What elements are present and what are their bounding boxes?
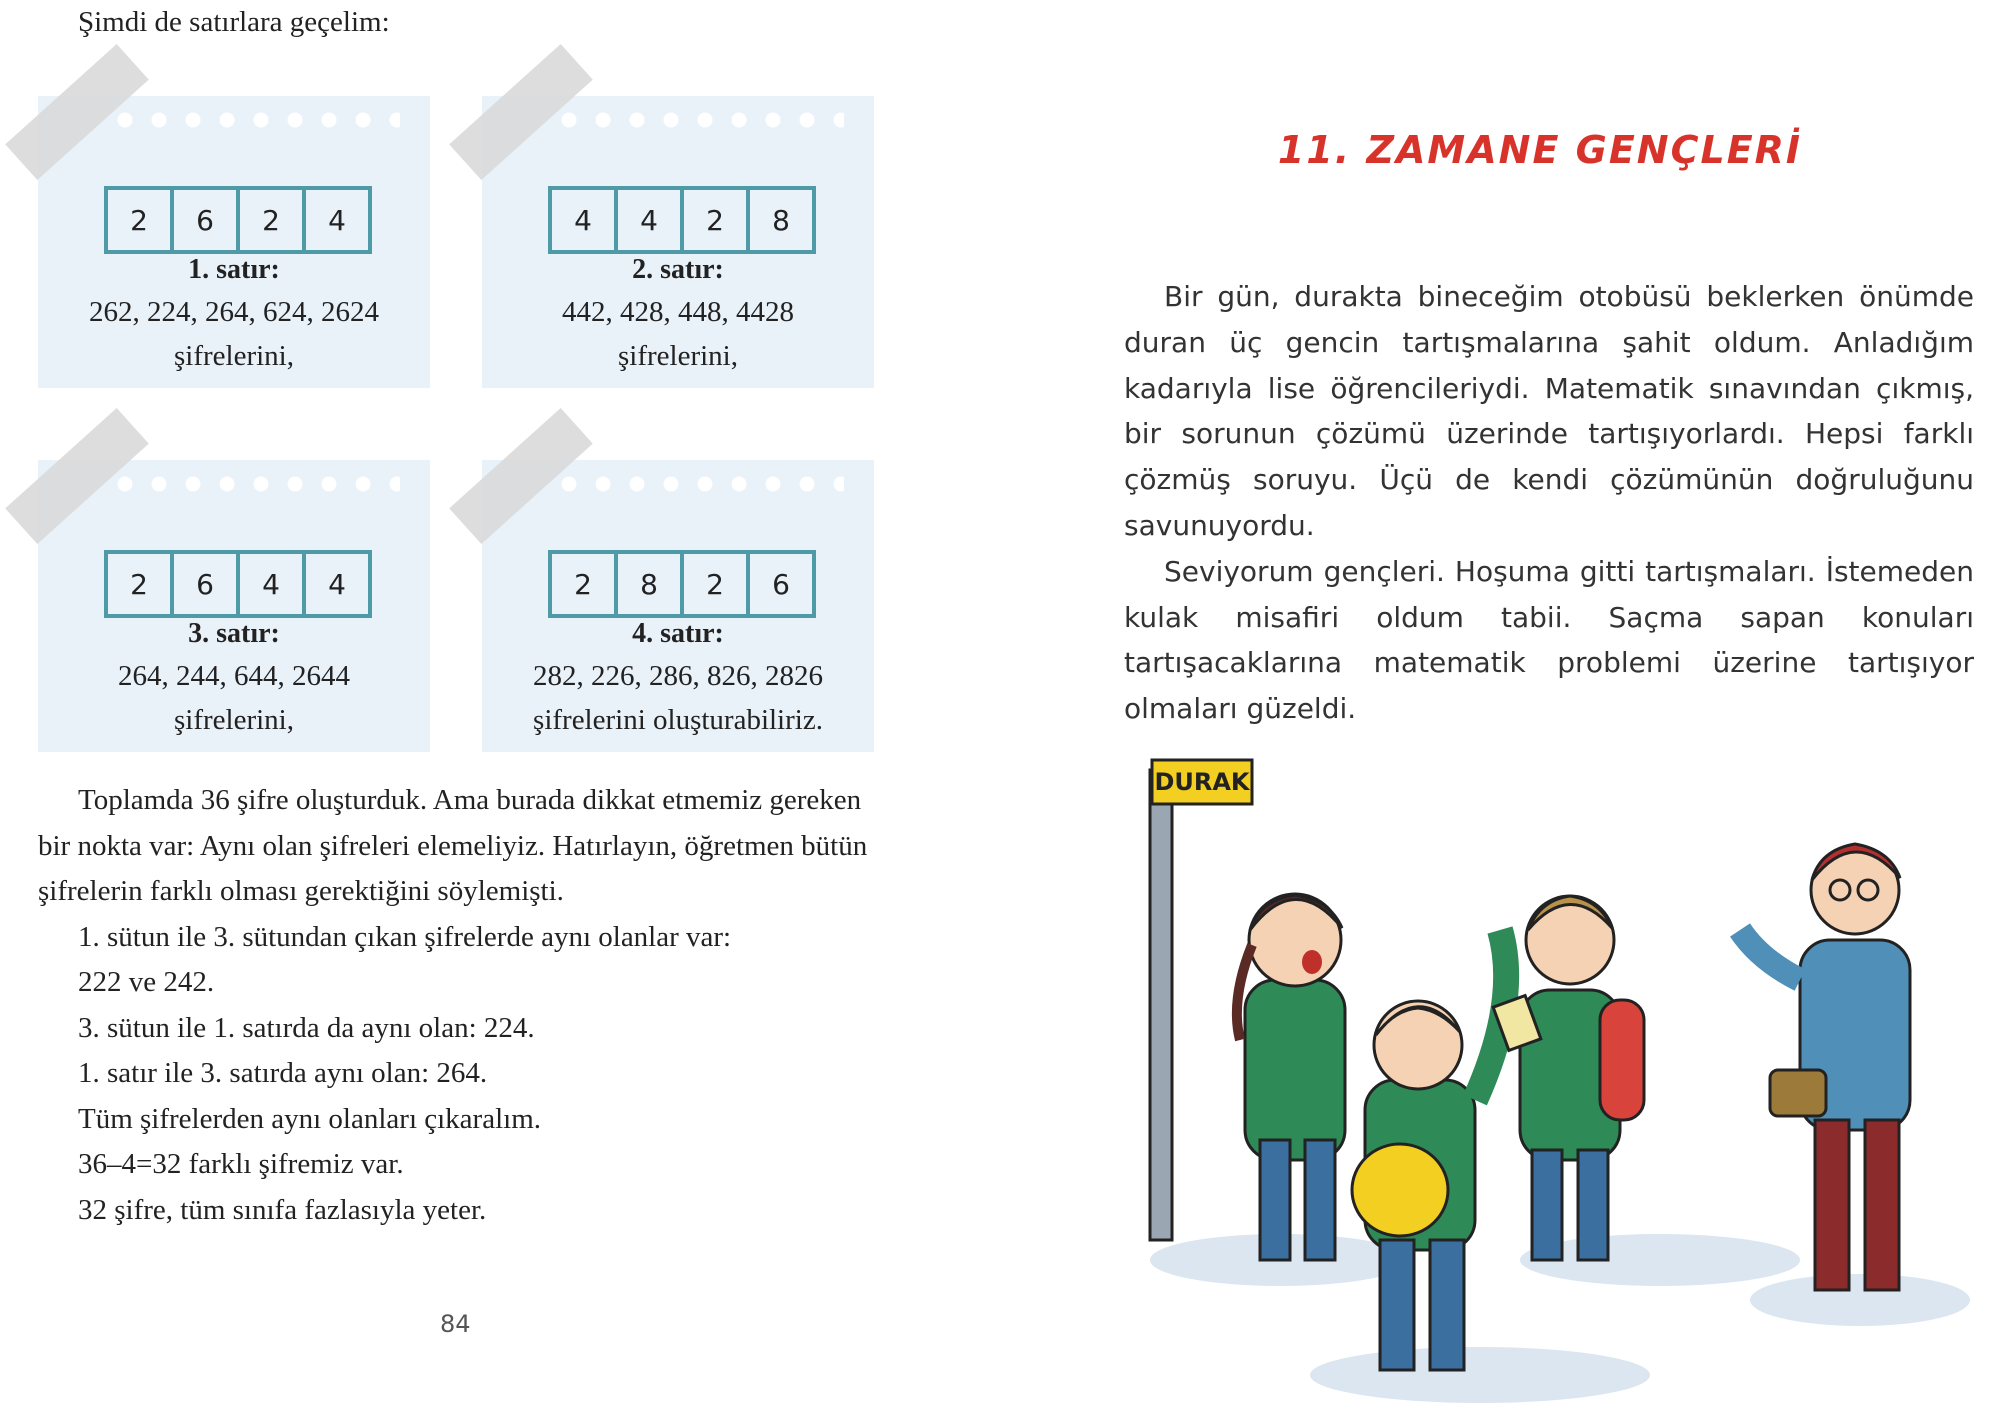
text-line: 36–4=32 farklı şifremiz var. <box>78 1148 404 1180</box>
digit-box: 2 <box>240 190 306 250</box>
intro-line: Şimdi de satırlara geçelim: <box>78 6 390 38</box>
digit-box: 2 <box>684 554 750 614</box>
card-caption: şifrelerini, <box>174 704 294 736</box>
text-line: Tüm şifrelerden aynı olanları çıkaralım. <box>78 1102 542 1135</box>
ground-shadow <box>1750 1274 1970 1326</box>
story-text <box>1124 274 1974 732</box>
shoulder-bag <box>1770 1070 1826 1116</box>
digit-box: 8 <box>772 203 790 237</box>
card-codes: 264, 244, 644, 2644 <box>118 660 350 692</box>
digit-boxes <box>104 186 372 254</box>
page-number: 84 <box>440 1310 471 1338</box>
paragraph: Bir gün, durakta bineceğim otobüsü beklerken önümde duran üç gencin tartışmalarına şahit oldum. Anladığım kadarıyla lise öğrencileriydi. Matematik sınavından çıkmış, bir sorunun çözümü üzerinde tartışıyorlardı. Hepsi farklı çözmüş soruyu. Üçü de kendi çözümünün doğruluğunu savunuyordu. <box>1124 280 1974 542</box>
notebook-holes <box>552 110 844 130</box>
text-line: 3. sütun ile 1. satırda da aynı olan: 224. <box>78 1011 535 1044</box>
paragraph: Seviyorum gençleri. Hoşuma gitti tartışmaları. İstemeden kulak misafiri oldum tabii. Saçma sapan konuları tartışacaklarına matematik problemi üzerine tartışıyor olmaları güzeldi. <box>1124 554 1974 726</box>
card-row-3 <box>38 460 430 752</box>
student-boy-center <box>1352 930 1506 1370</box>
paragraph: Toplamda 36 şifre oluşturduk. Ama burada dikkat etmemiz gereken bir nokta var: Aynı olan şifreleri elemeliyiz. Hatırlayın, öğretmen bütün şifrelerin farklı olması gerektiğini söylemişti. <box>38 784 868 907</box>
text-line: 222 ve 242. <box>78 966 215 998</box>
right-page <box>1090 0 1990 1417</box>
digit-box: 2 <box>108 554 174 614</box>
digit-box: 8 <box>618 554 684 614</box>
man-with-glasses <box>1740 844 1910 1290</box>
card-codes: 262, 224, 264, 624, 2624 <box>89 296 379 328</box>
text-line: 32 şifre, tüm sınıfa fazlasıyla yeter. <box>78 1193 487 1226</box>
card-title: 3. satır: <box>188 618 280 649</box>
card-codes: 282, 226, 286, 826, 2826 <box>533 660 823 692</box>
card-caption: şifrelerini, <box>174 340 294 372</box>
card-row-2 <box>482 96 874 388</box>
digit-boxes <box>548 550 816 618</box>
chapter-title: 11. ZAMANE GENÇLERİ <box>1277 128 1803 172</box>
text-line: 1. sütun ile 3. sütundan çıkan şifrelerde aynı olanlar var: <box>78 920 732 953</box>
left-page <box>0 0 900 1417</box>
digit-box: 4 <box>552 190 618 250</box>
yellow-backpack <box>1352 1144 1448 1236</box>
notebook-holes <box>552 474 844 494</box>
digit-box: 6 <box>174 554 240 614</box>
bus-stop-illustration <box>1100 740 1980 1410</box>
sign-text: DURAK <box>1154 768 1250 796</box>
card-row-4 <box>482 460 874 752</box>
card-row-1 <box>38 96 430 388</box>
card-title: 1. satır: <box>188 254 280 285</box>
digit-box: 6 <box>772 567 790 601</box>
digit-box: 6 <box>174 190 240 250</box>
card-caption: şifrelerini oluşturabiliriz. <box>533 704 823 736</box>
digit-boxes <box>548 186 816 254</box>
digit-box: 4 <box>328 203 346 237</box>
card-title: 2. satır: <box>632 254 724 285</box>
card-caption: şifrelerini, <box>618 340 738 372</box>
body-text <box>38 778 878 1233</box>
ground-shadow <box>1310 1347 1650 1403</box>
notebook-holes <box>108 474 400 494</box>
card-codes: 442, 428, 448, 4428 <box>562 296 794 328</box>
student-girl <box>1237 894 1345 1260</box>
notebook-holes <box>108 110 400 130</box>
digit-box: 2 <box>684 190 750 250</box>
card-title: 4. satır: <box>632 618 724 649</box>
digit-boxes <box>104 550 372 618</box>
digit-box: 2 <box>552 554 618 614</box>
digit-box: 4 <box>618 190 684 250</box>
text-line: 1. satır ile 3. satırda aynı olan: 264. <box>78 1057 488 1089</box>
digit-box: 2 <box>108 190 174 250</box>
digit-box: 4 <box>240 554 306 614</box>
digit-box: 4 <box>328 567 346 601</box>
